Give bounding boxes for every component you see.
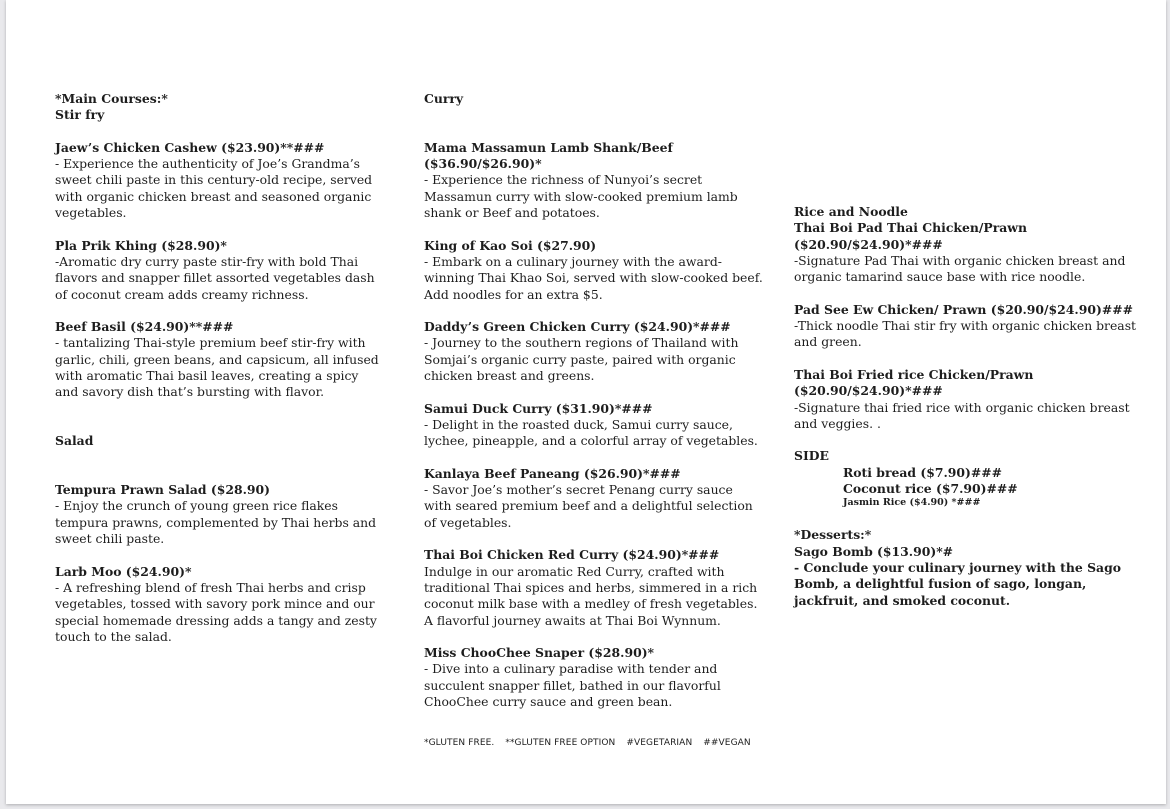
item-desc: - Enjoy the crunch of young green rice flakes tempura prawns, complemented by Thai herbs and sweet chili paste. bbox=[55, 498, 377, 547]
item-title: Jaew’s Chicken Cashew ($23.90)**### bbox=[55, 139, 325, 155]
item-desc: - Delight in the roasted duck, Samui curry sauce, lychee, pineapple, and a colorful array of vegetables. bbox=[424, 416, 758, 449]
dessert-desc: - Conclude your culinary journey with the Sago Bomb, a delightful fusion of sago, longan, jackfruit, and smoked coconut. bbox=[794, 559, 1122, 608]
item-title: Pad See Ew Chicken/ Prawn ($20.90/$24.90)### bbox=[794, 301, 1133, 317]
side-item-small: Jasmin Rice ($4.90) *### bbox=[843, 497, 981, 509]
curry-heading: Curry bbox=[424, 91, 464, 106]
item-title: Mama Massamun Lamb Shank/Beef ($36.90/$26.90)* bbox=[424, 139, 673, 172]
item-desc: - Journey to the southern regions of Thailand with Somjai’s organic curry paste, paired with organic chicken breast and greens. bbox=[424, 335, 739, 384]
stirfry-heading: Stir fry bbox=[55, 107, 105, 123]
menu-item bbox=[424, 140, 764, 221]
dessert-title: Sago Bomb ($13.90)*# bbox=[794, 543, 954, 559]
column-stirfry-salad bbox=[55, 91, 385, 645]
menu-item bbox=[424, 466, 764, 531]
footnote: *GLUTEN FREE. bbox=[424, 738, 495, 748]
item-title: Thai Boi Chicken Red Curry ($24.90)*### bbox=[424, 547, 720, 563]
menu-item bbox=[424, 238, 764, 303]
side-item: Coconut rice ($7.90)### bbox=[843, 481, 1018, 497]
column-curry bbox=[424, 91, 764, 710]
item-desc: - Dive into a culinary paradise with tender and succulent snapper fillet, bathed in our flavorful ChooChee curry sauce and green bean. bbox=[424, 661, 721, 709]
item-title: Samui Duck Curry ($31.90)*### bbox=[424, 400, 653, 416]
item-title: Beef Basil ($24.90)**### bbox=[55, 319, 234, 335]
footnote: **GLUTEN FREE OPTION bbox=[505, 738, 616, 748]
item-desc: - Experience the richness of Nunyoi’s secret Massamun curry with slow-cooked premium lamb shank or Beef and potatoes. bbox=[424, 172, 738, 221]
menu-item bbox=[55, 482, 385, 547]
side-heading: SIDE bbox=[794, 448, 829, 464]
salad-heading: Salad bbox=[55, 433, 94, 449]
rice-noodle-heading: Rice and Noodle bbox=[794, 204, 908, 219]
item-desc: - Savor Joe’s mother’s secret Penang curry sauce with seared premium beef and a delightful selection of vegetables. bbox=[424, 482, 753, 530]
menu-item bbox=[424, 547, 764, 628]
dietary-footnotes bbox=[424, 738, 759, 748]
footnote: #VEGETARIAN bbox=[626, 738, 693, 748]
menu-item bbox=[424, 319, 764, 384]
item-desc: -Signature Pad Thai with organic chicken breast and organic tamarind sauce base with rice noodle. bbox=[794, 252, 1126, 285]
column-rice-noodle-side-dessert bbox=[794, 204, 1139, 609]
item-title: Larb Moo ($24.90)* bbox=[55, 563, 192, 579]
item-desc: -Thick noodle Thai stir fry with organic chicken breast and green. bbox=[794, 318, 1137, 350]
item-title: Tempura Prawn Salad ($28.90) bbox=[55, 482, 271, 498]
item-title: King of Kao Soi ($27.90) bbox=[424, 237, 597, 253]
main-courses-heading: *Main Courses:* bbox=[55, 91, 168, 106]
menu-item bbox=[55, 564, 385, 645]
item-title: Thai Boi Fried rice Chicken/Prawn ($20.90/$24.90)*### bbox=[794, 366, 1034, 399]
menu-page bbox=[6, 0, 1166, 804]
item-title: Miss ChooChee Snaper ($28.90)* bbox=[424, 645, 655, 661]
item-desc: - Experience the authenticity of Joe’s Grandma’s sweet chili paste in this century-old recipe, served with organic chicken breast and seasoned organic vegetables. bbox=[55, 156, 373, 221]
menu-item bbox=[424, 645, 764, 710]
item-title: Pla Prik Khing ($28.90)* bbox=[55, 237, 227, 253]
menu-item bbox=[794, 367, 1139, 432]
side-item: Roti bread ($7.90)### bbox=[843, 464, 1003, 480]
menu-item bbox=[55, 238, 385, 303]
menu-item bbox=[794, 220, 1139, 285]
menu-item bbox=[55, 140, 385, 221]
item-desc: -Signature thai fried rice with organic chicken breast and veggies. . bbox=[794, 399, 1130, 431]
item-desc: -Aromatic dry curry paste stir-fry with bold Thai flavors and snapper fillet assorted vegetables dash of coconut cream adds creamy richness. bbox=[55, 253, 375, 302]
item-desc: - A refreshing blend of fresh Thai herbs and crisp vegetables, tossed with savory pork mince and our special homemade dressing adds a tangy and zesty touch to the salad. bbox=[55, 579, 377, 644]
item-title: Daddy’s Green Chicken Curry ($24.90)*### bbox=[424, 319, 731, 335]
item-desc: Indulge in our aromatic Red Curry, crafted with traditional Thai spices and herbs, simmered in a rich coconut milk base with a medley of fresh vegetables. A flavorful journey awaits at Thai Boi Wynnum. bbox=[424, 563, 758, 628]
desserts-heading: *Desserts:* bbox=[794, 527, 872, 543]
item-title: Thai Boi Pad Thai Chicken/Prawn ($20.90/$24.90)*### bbox=[794, 220, 1027, 252]
menu-item bbox=[424, 401, 764, 450]
footnote: ##VEGAN bbox=[703, 738, 751, 748]
item-desc: - tantalizing Thai-style premium beef stir-fry with garlic, chili, green beans, and capsicum, all infused with aromatic Thai basil leaves, creating a spicy and savory dish that’s bursting with flavor. bbox=[55, 335, 379, 400]
item-desc: - Embark on a culinary journey with the award-winning Thai Khao Soi, served with slow-cooked beef. Add noodles for an extra $5. bbox=[424, 253, 763, 302]
menu-item bbox=[794, 302, 1139, 351]
item-title: Kanlaya Beef Paneang ($26.90)*### bbox=[424, 465, 681, 481]
menu-item bbox=[55, 319, 385, 400]
